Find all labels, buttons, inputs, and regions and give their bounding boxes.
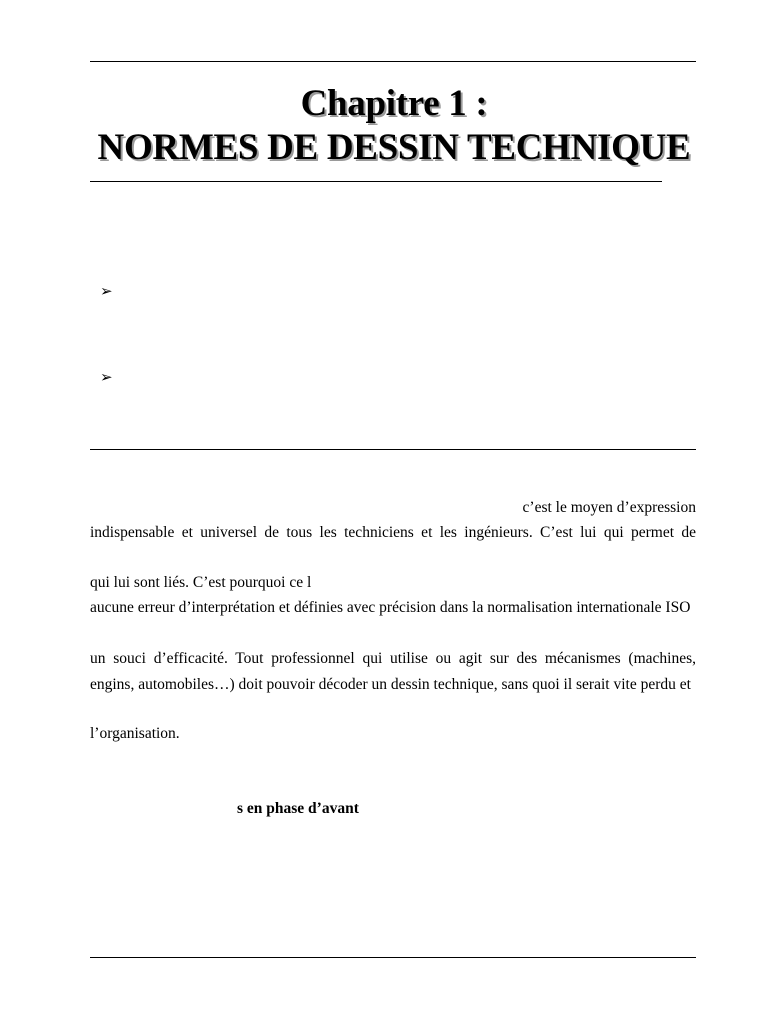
objective-bullet-icon-1: ➢ (100, 282, 113, 300)
intro-line-7: l’organisation. (90, 725, 180, 742)
intro-line-5: un souci d’efficacité. Tout professionnel qui utilise ou agit sur des mécanismes (machines, (90, 650, 696, 667)
chapter-number-title: Chapitre 1 : (300, 83, 488, 124)
chapter-main-title: NORMES DE DESSIN TECHNIQUE (97, 127, 691, 168)
intro-line-6: engins, automobiles…) doit pouvoir décoder un dessin technique, sans quoi il serait vite perdu et (90, 676, 691, 693)
bold-text-fragment: s en phase d’avant (237, 800, 359, 817)
intro-line-1: c’est le moyen d’expression (522, 499, 696, 516)
header-bottom-rule (90, 181, 662, 182)
footer-rule (90, 957, 696, 958)
intro-line-4: aucune erreur d’interprétation et définies avec précision dans la normalisation internationale ISO (90, 599, 691, 616)
header-top-rule (90, 61, 696, 62)
objective-bullet-icon-2: ➢ (100, 368, 113, 386)
intro-line-2: indispensable et universel de tous les techniciens et les ingénieurs. C’est lui qui permet de (90, 524, 696, 541)
section-divider-rule (90, 449, 696, 450)
intro-line-3: qui lui sont liés. C’est pourquoi ce l (90, 574, 312, 591)
